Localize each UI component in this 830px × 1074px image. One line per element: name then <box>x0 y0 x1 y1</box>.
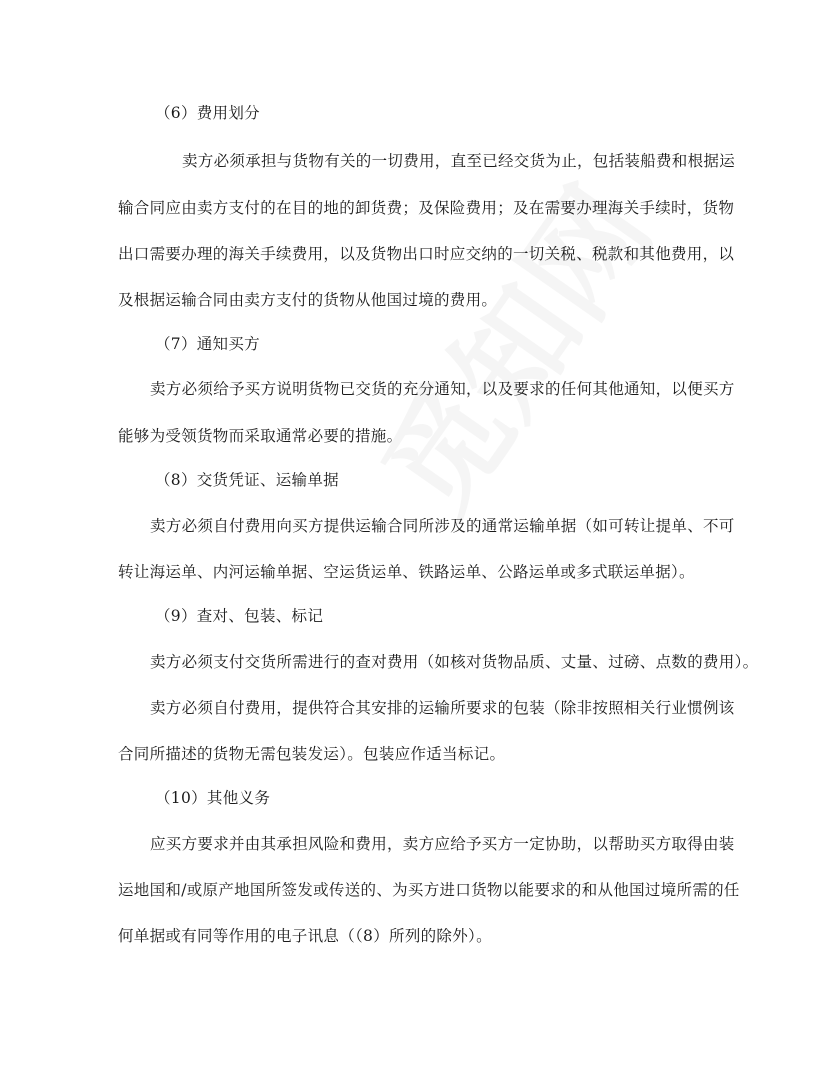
paragraph-line: 卖方必须自付费用，提供符合其安排的运输所要求的包装（除非按照相关行业惯例该 <box>150 699 735 717</box>
paragraph-line: 出口需要办理的海关手续费用，以及货物出口时应交纳的一切关税、税款和其他费用，以 <box>118 245 735 263</box>
paragraph-line: 何单据或有同等作用的电子讯息（（8）所列的除外）。 <box>118 927 492 945</box>
paragraph-line: 合同所描述的货物无需包装发运）。包装应作适当标记。 <box>118 745 506 763</box>
paragraph-line: 卖方必须给予买方说明货物已交货的充分通知，以及要求的任何其他通知，以便买方 <box>150 380 735 398</box>
section-heading-7: （7）通知买方 <box>155 335 260 353</box>
section-heading-9: （9）查对、包装、标记 <box>155 607 324 625</box>
paragraph-line: 卖方必须承担与货物有关的一切费用，直至已经交货为止，包括装船费和根据运 <box>182 152 736 170</box>
paragraph-line: 运地国和/或原产地国所签发或传送的、为买方进口货物以能要求的和从他国过境所需的任 <box>118 881 740 899</box>
paragraph-line: 输合同应由卖方支付的在目的地的卸货费；及保险费用；及在需要办理海关手续时，货物 <box>118 199 735 217</box>
paragraph-line: 及根据运输合同由卖方支付的货物从他国过境的费用。 <box>118 291 498 309</box>
paragraph-line: 卖方必须自付费用向买方提供运输合同所涉及的通常运输单据（如可转让提单、不可 <box>150 517 735 535</box>
paragraph-line: 能够为受领货物而采取通常必要的措施。 <box>118 427 403 445</box>
paragraph-line: 转让海运单、内河运输单据、空运货运单、铁路运单、公路运单或多式联运单据）。 <box>118 563 695 581</box>
paragraph-line: 卖方必须支付交货所需进行的查对费用（如核对货物品质、丈量、过磅、点数的费用）。 <box>150 653 759 671</box>
section-heading-8: （8）交货凭证、运输单据 <box>155 471 339 489</box>
section-heading-6: （6）费用划分 <box>155 104 260 122</box>
section-heading-10: （10）其他义务 <box>155 789 271 807</box>
paragraph-line: 应买方要求并由其承担风险和费用，卖方应给予买方一定协助，以帮助买方取得由装 <box>150 835 735 853</box>
